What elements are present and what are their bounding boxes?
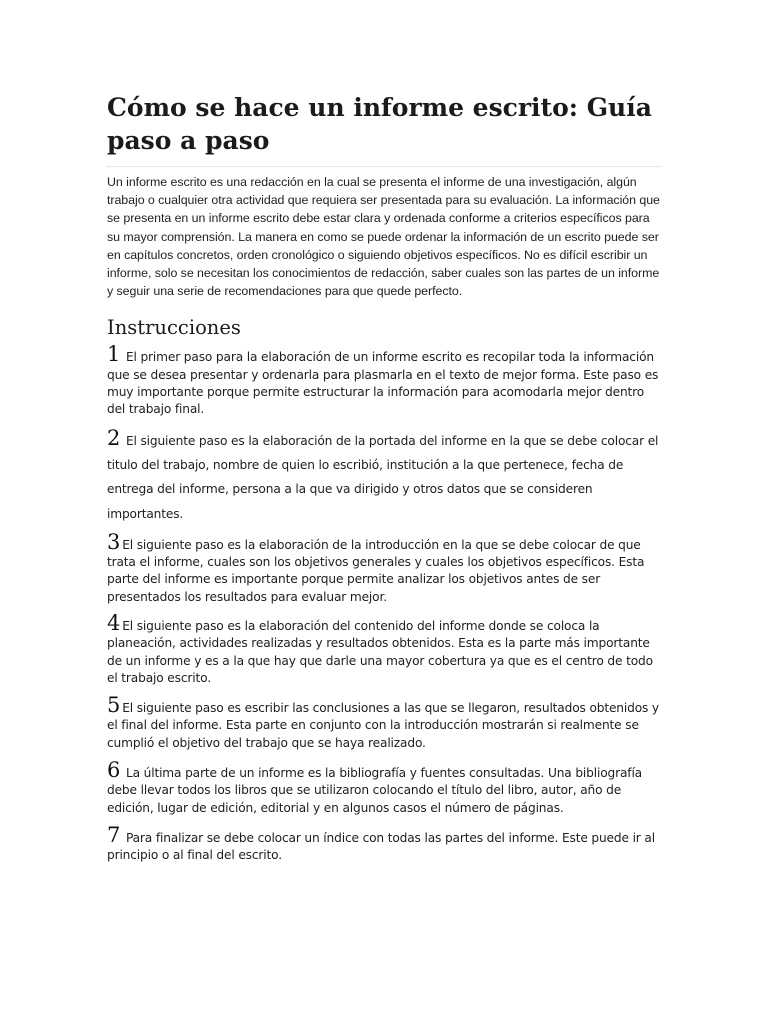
step-item (107, 425, 663, 526)
step-item (107, 693, 663, 752)
step-number: 7 (107, 822, 121, 847)
step-item (107, 529, 663, 606)
page-title: Cómo se hace un informe escrito: Guía paso a paso (107, 93, 652, 155)
document-page (107, 0, 663, 865)
step-number: 2 (107, 425, 121, 450)
step-number: 1 (107, 342, 121, 367)
step-number: 4 (107, 610, 121, 635)
step-text: El siguiente paso es la elaboración del contenido del informe donde se coloca la planeación, actividades realizadas y resultados obtenidos. Esta es la parte más importante de un informe y es a la que hay que darle una mayor cobertura ya que es el centro de todo el trabajo escrito. (107, 618, 653, 685)
step-text: El siguiente paso es la elaboración de la portada del informe en la que se debe colocar el titulo del trabajo, nombre de quien lo escribió, institución a la que pertenece, fecha de entrega del informe, persona a la que va dirigido y otros datos que se consideren importantes. (107, 433, 659, 521)
step-text: El siguiente paso es escribir las conclusiones a las que se llegaron, resultados obtenidos y el final del informe. Esta parte en conjunto con la introducción mostrarán si realmente se cumplió el objetivo del trabajo que se haya realizado. (107, 701, 659, 750)
step-item (107, 758, 663, 817)
step-text: El primer paso para la elaboración de un informe escrito es recopilar toda la información que se desea presentar y ordenarla para plasmarla en el texto de mejor forma. Este paso es muy importante porque permite estructurar la información para acomodarla mejor dentro del trabajo final. (107, 350, 659, 417)
step-item (107, 342, 663, 418)
intro-paragraph: Un informe escrito es una redacción en la cual se presenta el informe de una investigación, algún trabajo o cualquier otra actividad que requiera ser presentada para su evaluación. La información que se presenta en un informe escrito debe estar clara y ordenada conforme a criterios específicos para su mayor comprensión. La manera en como se puede ordenar la información de un escrito puede ser en capítulos concretos, orden cronológico o siguiendo objetivos específicos. No es difícil escribir un informe, solo se necesitan los conocimientos de redacción, saber cuales son las partes de un informe y seguir una serie de recomendaciones para que quede perfecto. (107, 175, 660, 299)
step-number: 6 (107, 758, 121, 783)
step-item (107, 610, 663, 687)
step-number: 3 (107, 529, 121, 554)
step-text: Para finalizar se debe colocar un índice con todas las partes del informe. Este puede ir al principio o al final del escrito. (107, 830, 655, 863)
step-text: La última parte de un informe es la bibliografía y fuentes consultadas. Una bibliografía debe llevar todos los libros que se utilizaron colocando el título del libro, autor, año de edición, lugar de edición, editorial y en algunos casos el número de páginas. (107, 766, 642, 815)
step-item (107, 822, 663, 865)
step-number: 5 (107, 693, 121, 718)
title-divider (107, 166, 661, 167)
section-title-instrucciones: Instrucciones (107, 316, 241, 340)
step-text: El siguiente paso es la elaboración de la introducción en la que se debe colocar de que trata el informe, cuales son los objetivos generales y cuales los objetivos específicos. Esta parte del informe es importante porque permite analizar los objetivos antes de ser presentados los resultados para evaluar mejor. (107, 537, 645, 604)
